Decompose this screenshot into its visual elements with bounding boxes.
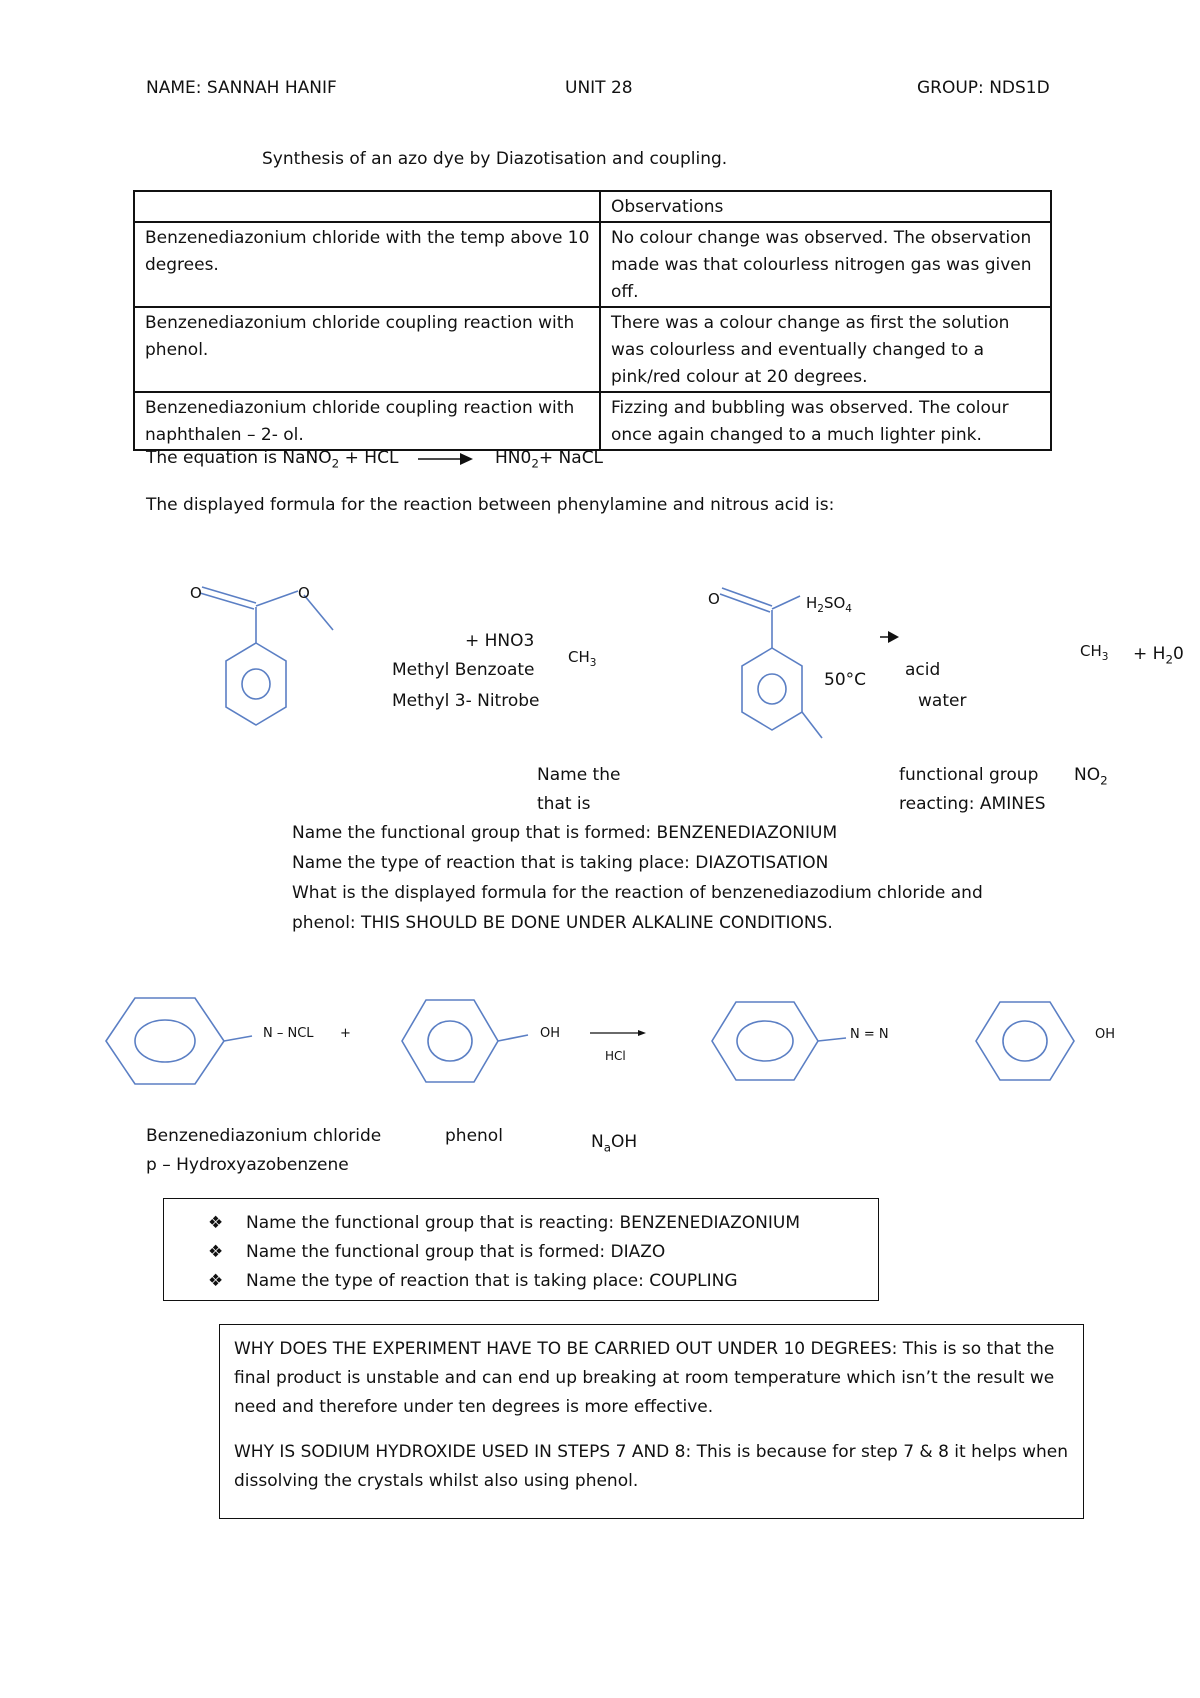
equation-mid: + HCL [344, 448, 399, 468]
table-cell: There was a colour change as first the solution was colourless and eventually changed to a pink/red colour at 20 degrees. [600, 307, 1051, 392]
hcl-label: HCl [605, 1049, 626, 1063]
benzene-ring-icon [106, 998, 224, 1084]
diamond-bullet-icon: ❖ [208, 1271, 224, 1291]
coupling-reaction-diagram [100, 990, 1160, 1100]
h2o-text: 0 [1173, 644, 1184, 664]
table-header-cell [134, 191, 600, 222]
h2so4-text: SO [823, 594, 846, 612]
nncl-label: N – NCL [263, 1026, 314, 1041]
naoh-text: OH [611, 1132, 638, 1152]
h2o-text: + H [1133, 644, 1166, 664]
table-cell: No colour change was observed. The observation made was that colourless nitrogen gas was given off. [600, 222, 1051, 307]
list-item-text: Name the functional group that is reacting: BENZENEDIAZONIUM [246, 1213, 801, 1233]
equation-subscript: 2 [531, 456, 539, 471]
question-fragment: Name the [537, 765, 621, 785]
questions-box [163, 1198, 879, 1301]
diamond-bullet-icon: ❖ [208, 1213, 224, 1233]
acid-label: acid [905, 660, 941, 680]
group-label: GROUP: NDS1D [917, 78, 1050, 98]
table-cell: Benzenediazonium chloride coupling reaction with phenol. [134, 307, 600, 392]
oh-label: OH [1095, 1027, 1116, 1042]
question-line: phenol: THIS SHOULD BE DONE UNDER ALKALINE CONDITIONS. [292, 913, 833, 933]
h2so4-text: H [806, 594, 818, 612]
equation-products [495, 444, 603, 478]
ch3-text: CH [568, 648, 590, 666]
table-cell: Benzenediazonium chloride with the temp above 10 degrees. [134, 222, 600, 307]
table-header-row [134, 191, 1051, 222]
ch3-label [568, 648, 596, 669]
table-row [134, 307, 1051, 392]
h2so4-subscript: 2 [817, 603, 824, 615]
explanation-box [219, 1324, 1084, 1519]
reaction-arrow-icon [880, 630, 900, 644]
reaction-arrow-icon [418, 452, 474, 466]
question-line: What is the displayed formula for the reaction of benzenediazodium chloride and [292, 883, 983, 903]
equation [146, 444, 398, 478]
ch3-text: CH [1080, 642, 1102, 660]
ch3-subscript: 3 [589, 657, 597, 669]
question-fragment: that is [537, 794, 591, 814]
oxygen-label: O [708, 590, 720, 608]
list-item [164, 1267, 878, 1296]
ch3-subscript: 3 [1101, 651, 1109, 663]
no2-text: NO [1074, 765, 1101, 785]
equation-prefix: The equation is NaNO [146, 448, 332, 468]
no2-label [1074, 761, 1108, 795]
benzene-ring-icon [976, 1002, 1074, 1080]
diamond-bullet-icon: ❖ [208, 1242, 224, 1262]
table-cell: Benzenediazonium chloride coupling reaction with naphthalen – 2- ol. [134, 392, 600, 450]
question-line: Name the functional group that is formed: BENZENEDIAZONIUM [292, 823, 838, 843]
product-label: p – Hydroxyazobenzene [146, 1155, 349, 1175]
h2o-subscript: 2 [1165, 652, 1174, 667]
document-title: Synthesis of an azo dye by Diazotisation and coupling. [262, 149, 728, 169]
list-item [164, 1238, 878, 1267]
plus-sign: + [340, 1026, 351, 1041]
azo-label: N = N [850, 1027, 889, 1042]
explanation-paragraph: WHY IS SODIUM HYDROXIDE USED IN STEPS 7 AND 8: This is because for step 7 & 8 it helps when dissolving the crystals whilst also using phenol. [234, 1442, 1069, 1491]
table-row [134, 392, 1051, 450]
explanation-paragraph: WHY DOES THE EXPERIMENT HAVE TO BE CARRIED OUT UNDER 10 DEGREES: This is so that the final product is unstable and can end up breaking at room temperature which isn’t the result we need and therefore under ten degrees is more effective. [234, 1339, 1055, 1417]
h2so4-label [806, 594, 852, 615]
list-item-text: Name the type of reaction that is taking place: COUPLING [246, 1271, 738, 1291]
no2-subscript: 2 [1100, 773, 1108, 788]
table-header-cell: Observations [600, 191, 1051, 222]
h2o-label [1133, 640, 1184, 674]
phenol-label: phenol [445, 1126, 503, 1146]
naoh-subscript: a [603, 1140, 612, 1155]
benzene-ring-icon [712, 1002, 818, 1080]
naoh-label [591, 1128, 637, 1162]
oxygen-label: O [190, 584, 202, 602]
list-item [164, 1209, 878, 1238]
ch3-label [1080, 642, 1108, 663]
question-fragment: functional group [899, 765, 1039, 785]
displayed-formula-intro: The displayed formula for the reaction between phenylamine and nitrous acid is: [146, 495, 835, 515]
methyl-benzoate-label: Methyl Benzoate [392, 660, 535, 680]
equation-suffix: + NaCL [538, 448, 604, 468]
question-answer-amines: reacting: AMINES [899, 794, 1046, 814]
oh-label: OH [540, 1026, 561, 1041]
question-line: Name the type of reaction that is taking place: DIAZOTISATION [292, 853, 829, 873]
benzenediazonium-label: Benzenediazonium chloride [146, 1126, 382, 1146]
equation-product: HN0 [495, 448, 532, 468]
methyl-nitrobenzoate-label: Methyl 3- Nitrobe [392, 691, 540, 711]
h2so4-subscript: 4 [845, 603, 852, 615]
table-row [134, 222, 1051, 307]
methyl-benzoate-structure [180, 575, 350, 775]
reagent-hno3: + HNO3 [465, 631, 535, 651]
naoh-text: N [591, 1132, 604, 1152]
table-cell: Fizzing and bubbling was observed. The colour once again changed to a much lighter pink. [600, 392, 1051, 450]
list-item-text: Name the functional group that is formed: DIAZO [246, 1242, 666, 1262]
water-label: water [918, 691, 967, 711]
equation-subscript: 2 [331, 456, 340, 471]
temperature-label: 50°C [824, 670, 867, 690]
unit-label: UNIT 28 [565, 78, 633, 98]
student-name: NAME: SANNAH HANIF [146, 78, 337, 98]
benzene-ring-icon [402, 1000, 498, 1082]
oxygen-label: O [298, 584, 310, 602]
observations-table [133, 190, 1052, 451]
